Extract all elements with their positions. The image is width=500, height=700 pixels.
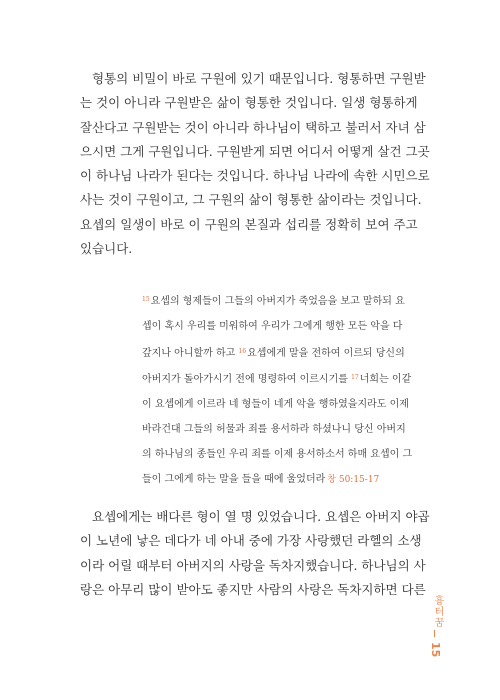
quote-text: 들이 그에게 하는 말을 들을 때에 울었더라 bbox=[142, 473, 326, 485]
quote-text: 요셉에게 말을 전하여 이르되 당신의 bbox=[247, 347, 405, 359]
text-line: 사는 것이 구원이고, 그 구원의 삶이 형통한 삶이라는 것입니다. bbox=[80, 192, 422, 208]
page-number: 15 bbox=[429, 642, 442, 658]
scripture-reference: 창 50:15-17 bbox=[327, 474, 380, 485]
quote-line bbox=[142, 288, 428, 315]
quote-text: 요셉의 형제들이 그들의 아버지가 죽었음을 보고 말하되 요 bbox=[150, 296, 405, 307]
text-line: 이 노년에 낳은 데다가 네 아내 중에 가장 사랑했던 라헬의 소생 bbox=[80, 533, 422, 549]
quote-line: 셉이 혹시 우리를 미워하여 우리가 그에게 행한 모든 악을 다 bbox=[142, 320, 403, 332]
text-line: 요셉에게는 배다른 형이 열 명 있었습니다. 요셉은 아버지 야곱 bbox=[92, 509, 430, 524]
text-line: 있습니다. bbox=[80, 241, 133, 257]
text-line: 이 하나님 나라가 된다는 것입니다. 하나님 나라에 속한 시민으로 bbox=[80, 168, 430, 184]
quote-line bbox=[142, 366, 428, 393]
verse-number: 17 bbox=[351, 374, 359, 382]
text-line: 형통의 비밀이 바로 구원에 있기 때문입니다. 형통하면 구원받 bbox=[92, 71, 426, 86]
text-line: 랑은 아무리 많이 받아도 좋지만 사람의 사랑은 독차지하면 다른 bbox=[80, 581, 426, 597]
quote-text: 아버지가 돌아가시기 전에 명령하여 이르시기를 bbox=[142, 374, 348, 386]
scripture-quote bbox=[142, 288, 428, 492]
quote-line bbox=[142, 468, 428, 493]
quote-text: 너희는 이같 bbox=[359, 374, 412, 386]
quote-line: 바라건대 그들의 허물과 죄를 용서하라 하셨나니 당신 아버지 bbox=[142, 423, 406, 435]
quote-line: 의 하나님의 종들인 우리 죄를 이제 용서하소서 하매 요셉이 그 bbox=[142, 448, 413, 460]
body-paragraph-2 bbox=[80, 505, 428, 602]
running-section-label: 흉터꿈 bbox=[432, 595, 443, 628]
footer-divider bbox=[434, 630, 435, 637]
text-line: 는 것이 아니라 구원받은 삶이 형통한 것입니다. 일생 형통하게 bbox=[80, 95, 418, 111]
verse-number: 15 bbox=[142, 296, 150, 303]
text-line: 요셉의 일생이 바로 이 구원의 본질과 섭리를 정확히 보여 주고 bbox=[80, 216, 418, 232]
text-line: 잘산다고 구원받는 것이 아니라 하나님이 택하고 불러서 자녀 삼 bbox=[80, 119, 426, 135]
verse-number: 16 bbox=[238, 347, 247, 355]
text-line: 으시면 그게 구원입니다. 구원받게 되면 어디서 어떻게 살건 그곳 bbox=[80, 143, 430, 159]
quote-line bbox=[142, 340, 428, 367]
text-line: 이라 어릴 때부터 아버지의 사랑을 독차지했습니다. 하나님의 사 bbox=[80, 557, 426, 573]
body-paragraph-1 bbox=[80, 67, 428, 261]
quote-text: 갚지나 아니할까 하고 bbox=[142, 347, 236, 359]
quote-line: 이 요셉에게 이르라 네 형들이 네게 악을 행하였을지라도 이제 bbox=[142, 399, 409, 411]
